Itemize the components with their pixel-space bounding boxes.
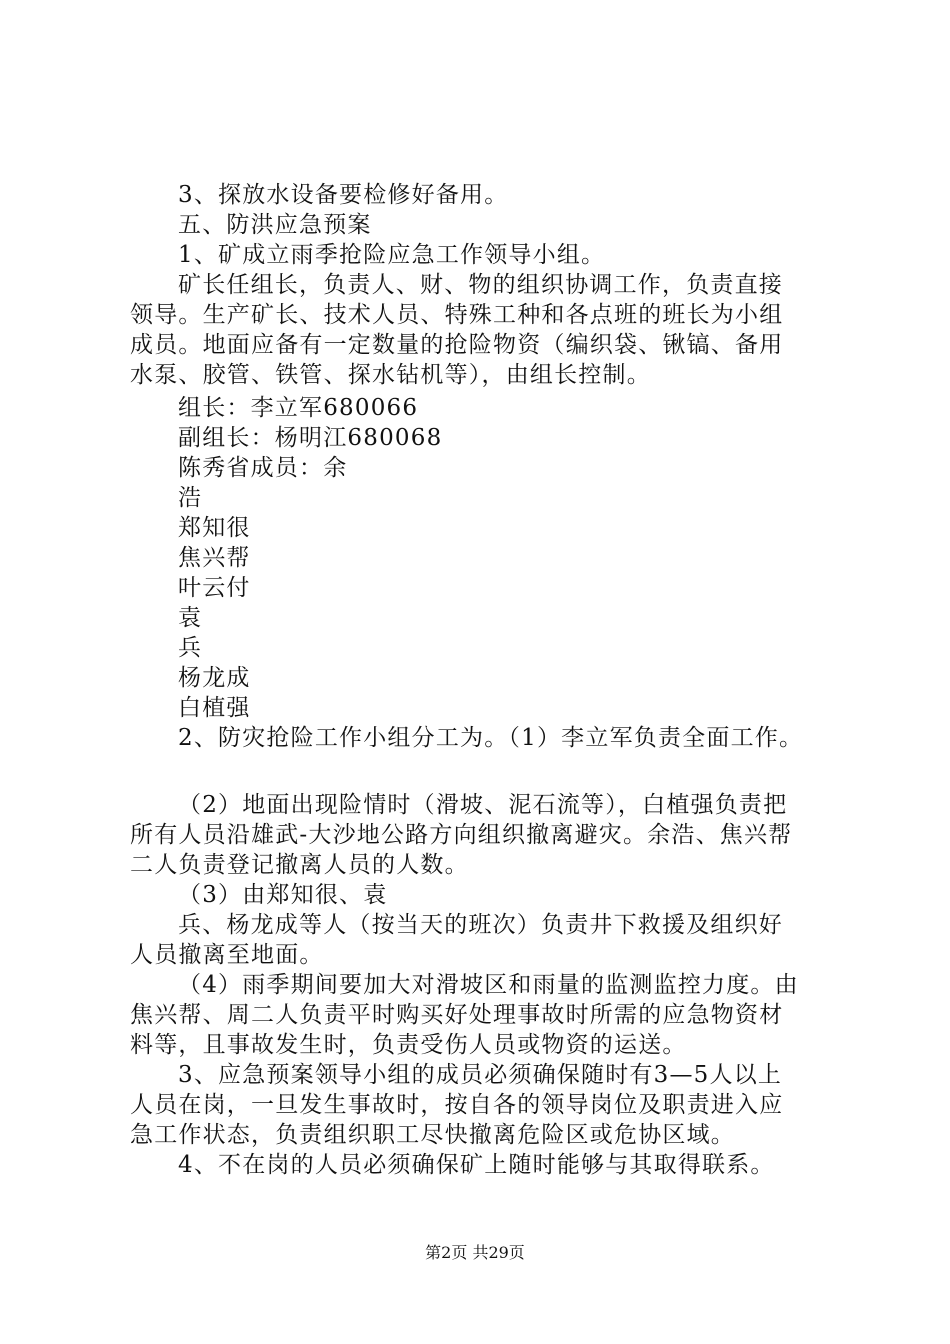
- text-line: 矿长任组长，负责人、财、物的组织协调工作，负责直接: [178, 272, 783, 298]
- member-name: 杨龙成: [178, 665, 251, 691]
- text-line: 急工作状态，负责组织职工尽快撤离危险区或危协区域。: [130, 1122, 735, 1148]
- text-line: 领导。生产矿长、技术人员、特殊工种和各点班的班长为小组: [130, 302, 784, 328]
- leader-line: 组长：李立军680066: [178, 395, 419, 421]
- text-line: 1、矿成立雨季抢险应急工作领导小组。: [178, 242, 606, 268]
- page-number: 第2页 共29页: [425, 1243, 525, 1262]
- member-name: 郑知很: [178, 515, 251, 541]
- text-line: 2、防灾抢险工作小组分工为。（1）李立军负责全面工作。: [178, 725, 804, 751]
- member-name: 袁: [178, 605, 203, 631]
- text-line: 兵、杨龙成等人（按当天的班次）负责井下救援及组织好: [178, 912, 783, 938]
- text-line: 人员在岗，一旦发生事故时，按自各的领导岗位及职责进入应: [130, 1092, 784, 1118]
- text-line: 料等，且事故发生时，负责受伤人员或物资的运送。: [130, 1032, 687, 1058]
- member-name: 焦兴帮: [178, 545, 251, 571]
- text-line: 成员。地面应备有一定数量的抢险物资（编织袋、锹镐、备用: [130, 332, 784, 358]
- deputy-leader-line: 副组长：杨明江680068: [178, 425, 443, 451]
- text-line: 二人负责登记撤离人员的人数。: [130, 852, 469, 878]
- text-line: 焦兴帮、周二人负责平时购买好处理事故时所需的应急物资材: [130, 1002, 784, 1028]
- text-line: 3、应急预案领导小组的成员必须确保随时有3—5人以上: [178, 1062, 783, 1088]
- member-name: 白植强: [178, 695, 251, 721]
- member-name: 兵: [178, 635, 203, 661]
- text-line: 所有人员沿雄武-大沙地公路方向组织撤离避灾。余浩、焦兴帮: [130, 822, 793, 848]
- member-name: 叶云付: [178, 575, 251, 601]
- text-line: （4）雨季期间要加大对滑坡区和雨量的监测监控力度。由: [178, 972, 799, 998]
- text-line: （2）地面出现险情时（滑坡、泥石流等），白植强负责把: [178, 792, 788, 818]
- text-line: 3、探放水设备要检修好备用。: [178, 182, 509, 208]
- section-heading: 五、防洪应急预案: [178, 212, 372, 238]
- text-line: 人员撤离至地面。: [130, 942, 324, 968]
- text-line: 水泵、胶管、铁管、探水钻机等），由组长控制。: [130, 362, 651, 388]
- member-line: 陈秀省成员：余: [178, 455, 348, 481]
- text-line: （3）由郑知很、袁: [178, 882, 388, 908]
- text-line: 4、不在岗的人员必须确保矿上随时能够与其取得联系。: [178, 1152, 775, 1178]
- member-name: 浩: [178, 485, 203, 511]
